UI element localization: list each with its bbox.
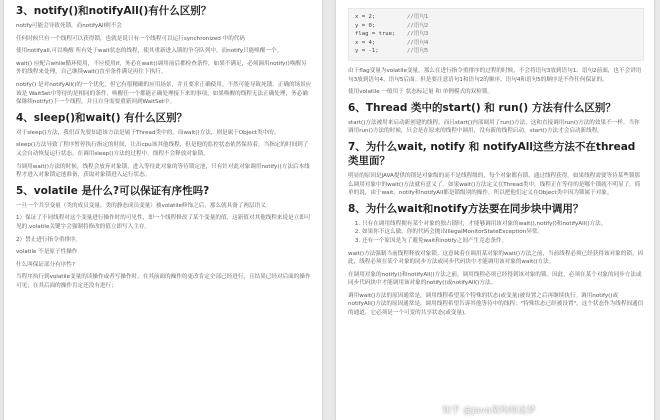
list-item: 2. 如果你不这么做，你的代码会抛出IllegalMonitorStateException异常。 bbox=[362, 228, 644, 237]
section-heading: 3、notify()和notifyAll()有什么区别？ bbox=[16, 5, 212, 17]
right-document-page bbox=[336, 0, 654, 420]
watermark: 知乎 @Java架构师追梦 bbox=[442, 406, 536, 416]
paragraph: 一旦一个共享变量（类的成员变量、类的静态成员变量）被volatile修饰之后，那么就具备了两层语义： bbox=[16, 202, 272, 209]
code-statement: x = 2; bbox=[355, 14, 376, 20]
section-heading: 7、为什么wait, notify 和 notifyAll这些方法不在thread类里面？ bbox=[348, 140, 636, 167]
paragraph: sleep()方法导致了程序暂停执行指定的时间，让出cpu该其他线程，但是他的监控状态依然保持着，当指定的时间到了又会自动恢复运行状态。在调用sleep()方法的过程中，线程不会释放对象锁。 bbox=[16, 142, 309, 157]
right-page-content bbox=[348, 67, 644, 318]
code-comment: //语句2 bbox=[407, 22, 429, 29]
code-comment: //语句3 bbox=[407, 31, 429, 38]
section-heading: 8、为什么wait和notify方法要在同步块中调用？ bbox=[348, 202, 584, 215]
paragraph: 在调用对象的notify()和notifyAll()方法之前，调用线程必须已经得到该对象的锁。因此，必须在某个对象的同步方法或同步代码块中才能调用该对象的notify()或notifyAll()方法。 bbox=[348, 271, 642, 287]
paragraph: wait()方法强制当前线程释放对象锁。这意味着在调用某对象的wait()方法之前，当前线程必须已经获得该对象的锁。因此，线程必须在某个对象的同步方法或同步代码块中才能调用该对象的wait()方法。 bbox=[348, 250, 644, 266]
code-statement: x = 4; bbox=[355, 39, 376, 46]
paragraph: 由于flag变量为volatile变量，那么在进行指令重排序的过程的时候，不会将语句3放到语句1、语句2前面，也不会讲语句3放到语句4、语句5后面。但是要注意语句1和语句2的顺序、语句4和语句5的顺序是不作任何保证的。 bbox=[348, 67, 642, 83]
left-page-content bbox=[4, 0, 322, 290]
paragraph: 1）保证了不同线程对这个变量进行操作时的可见性，即一个线程修改了某个变量的值，这新值对其他线程来说是立即可见的,volatile关键字会强制将修改的值立即写入主存。 bbox=[16, 215, 311, 230]
code-comment: //语句1 bbox=[407, 14, 429, 20]
paragraph: 任何时候只有一个线程可以获得锁，也就是说只有一个线程可以运行synchronized 中的代码 bbox=[16, 35, 245, 42]
code-line bbox=[355, 39, 637, 48]
section-heading: 4、sleep()和wait() 有什么区别？ bbox=[16, 111, 188, 124]
paragraph: 当调用wait()方法的时候，线程会放弃对象锁，进入等待此对象的等待锁定池，只有针对此对象调用notify()方法后本线程才进入对象锁定池准备，获取对象锁进入运行状态。 bbox=[16, 163, 310, 179]
paragraph: start()方法被用来启动新创建的线程，而且start()内部调用了run()方法，这和直接调用run()方法的效果不一样。当你调用run()方法的时候，只会是在原来的线程中调用，没有新的线程启动，start()方法才会启动新线程。 bbox=[348, 119, 640, 135]
code-comment: //语句5 bbox=[407, 48, 429, 55]
paragraph: 对于sleep()方法，我们首先要知道该方法是属于Thread类中的。而wait()方法，则是属于Object类中的。 bbox=[16, 129, 280, 136]
paragraph: volatile 不是原子性操作 bbox=[16, 249, 78, 256]
code-statement: flag = true; bbox=[355, 31, 396, 38]
list-item: 3. 还有一个原因是为了避免wait和notify之间产生竞态条件。 bbox=[362, 237, 644, 246]
code-statement: y = -1; bbox=[355, 48, 379, 55]
code-block bbox=[348, 8, 644, 61]
list-item: 1. 只有在调用线程拥有某个对象的独占锁时，才能够调用该对象的wait(),notify()和notifyAll()方法。 bbox=[362, 220, 644, 229]
code-line bbox=[355, 13, 637, 22]
section-heading: 6、Thread 类中的start() 和 run() 方法有什么区别？ bbox=[348, 101, 616, 114]
paragraph: 当程序执行到volatile变量的读操作或者写操作时，在其前面的操作的更改肯定全部已经进行，且结果已经对后面的操作可见；在其后面的操作肯定还没有进行； bbox=[16, 274, 311, 289]
paragraph: wait() 应配合while循环使用，不应使用if，务必在wait()调用前后都检查条件，如果不满足，必须调用notify()唤醒另外的线程来处理，自己继续wait()直至条件满足再往下执行。 bbox=[16, 60, 307, 76]
paragraph: notify() 是对notifyAll()的一个优化，但它有很精确的应用场景，并且要求正确使用。不然可能导致死锁。正确的场景应该是 WaitSet中等待的是相同的条件，唤醒任一个都能正确处理接下来的事项，如果唤醒的线程无法正确处理，务必确保继续notify()下一个线程，并且自身需要重新回到WaitSet中。 bbox=[16, 81, 312, 106]
section-heading: 5、volatile 是什么?可以保证有序性吗? bbox=[16, 184, 210, 197]
numbered-list bbox=[348, 220, 644, 246]
code-line bbox=[355, 47, 637, 56]
paragraph: notify可能会导致死锁，而notifyAll则不会 bbox=[16, 23, 122, 29]
paragraph: 使用notifyall,可以唤醒 所有处于wait状态的线程，使其重新进入锁的争夺队列中，而notify只能唤醒一个。 bbox=[16, 48, 283, 55]
paragraph: 2）禁止进行指令重排序。 bbox=[16, 236, 82, 243]
paragraph: 什么叫保证部分有序性? bbox=[16, 261, 75, 268]
code-line bbox=[355, 22, 637, 31]
code-statement: y = 0; bbox=[355, 22, 376, 29]
code-line bbox=[355, 30, 637, 39]
paragraph: 使用volatile 一般用于 状态标记量 和 单例模式的双检锁。 bbox=[348, 89, 494, 96]
code-comment: //语句4 bbox=[407, 39, 429, 46]
paragraph: 明显的原因是JAVA提供的锁是对象级的而不是线程级的，每个对象都有锁，通过线程获得。如果线程需要等待某些锁那么调用对象中的wait()方法就有意义了。如果wait()方法定义在Thread类中，线程正在等待的是哪个锁就不明显了。简单的说，由于wait，notify和notifyAll都是锁级别的操作，所以把他们定义在Object类中因为锁属于对象。 bbox=[348, 172, 641, 197]
paragraph: 调用wait()方法的原因通常是，调用线程希望某个特殊的状态(或变量)被设置之后再继续执行。调用notify()或notifyAll()方法的原因通常是，调用线程希望告诉其他等待中的线程："特殊状态已经被设置"。这个状态作为线程间通信的通道，它必须是一个可变的共享状态(或变量)。 bbox=[348, 292, 644, 317]
left-document-page bbox=[4, 0, 322, 420]
